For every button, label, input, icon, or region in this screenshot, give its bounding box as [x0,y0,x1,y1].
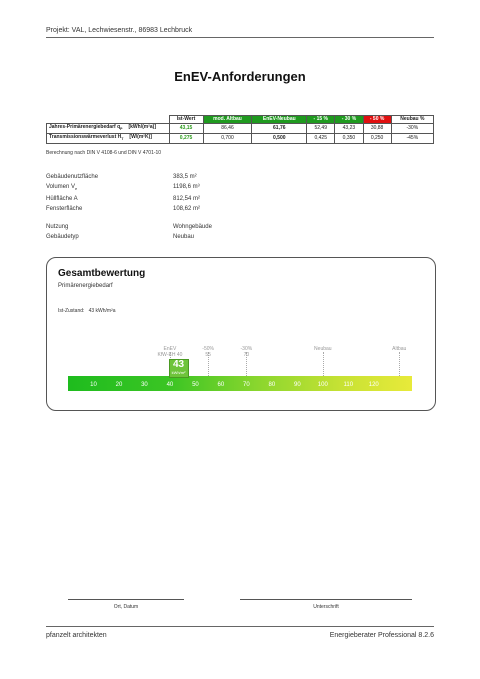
property-key-text: Gebäudetyp [46,234,79,241]
footer-divider [46,626,434,627]
table-header-empty [47,116,170,124]
table-header-row [47,116,434,124]
reference-line [323,352,324,376]
scale-tick-label: 10 [90,382,97,388]
property-key-text: Volumen V [46,184,76,190]
ist-value-cell: 0,275 [169,134,203,144]
page-title: EnEV-Anforderungen [174,69,306,84]
table-cell: 0,250 [363,134,391,144]
row-label-subscript: T [121,137,124,141]
table-cell: 86,46 [203,124,252,134]
row-label [47,134,170,144]
table-cell: 0,350 [335,134,363,144]
table-header-col-0: Ist-Wert [169,116,203,124]
current-value-marker [169,359,189,378]
scale-tick-label: 30 [141,382,148,388]
property-key-text: Nutzung [46,224,69,231]
requirements-table [46,115,434,144]
property-row [46,204,212,214]
table-header-col-2: EnEV-Neubau [252,116,307,124]
signature-label: Unterschrift [313,604,339,610]
property-key [46,204,173,214]
reference-label-bottom: 70 [243,352,250,358]
reference-label-top: EnEV [163,346,177,352]
scale-tick-label: 80 [268,382,276,388]
table-cell: 43,23 [335,124,363,134]
property-value: 812,54 m² [173,196,201,203]
footer-software: Energieberater Professional 8.2.6 [329,632,434,639]
building-properties [46,172,212,242]
header-divider [46,37,434,38]
table-header-col-1: mod. Altbau [203,116,252,124]
reference-label-bottom: 55 [205,352,211,358]
ist-value-cell: 43,15 [169,124,203,134]
property-value: 383,5 m² [173,174,197,180]
table-row [47,124,434,134]
table-header-col-6: Neubau % [391,116,433,124]
property-key [46,194,173,204]
place-date-label: Ort, Datum [113,604,139,610]
row-label-text: Transmissionswärmeverlust H [49,134,122,140]
marker-value: 43 [173,359,185,370]
marker-unit: kWh/m² [171,370,186,375]
table-cell: 0,500 [252,134,307,144]
reference-label-top: Neubau [314,346,332,352]
calculation-note: Berechnung nach DIN V 4108-6 und DIN V 4701-10 [46,150,162,156]
table-row [47,134,434,144]
table-cell: 0,700 [203,134,252,144]
scale-tick-label: 110 [343,382,354,388]
property-key-text: Fensterfläche [46,206,83,213]
footer-company: pfanzelt architekten [46,632,107,639]
property-key [46,222,173,232]
property-value: 1198,6 m³ [173,184,200,190]
overall-rating-subtitle: Primärenergiebedarf [58,283,113,289]
table-cell: 52,49 [307,124,335,134]
property-row [46,172,212,182]
table-cell: 0,425 [307,134,335,144]
scale-tick-label: 50 [192,382,199,388]
overall-rating-title: Gesamtbewertung [58,268,146,279]
row-label [47,124,170,134]
scale-tick-label: 90 [293,382,301,388]
reference-label-bottom: KfW-EH 40 [157,352,183,358]
current-state [58,308,116,314]
scale-tick-label: 100 [317,382,328,388]
property-key [46,182,173,194]
row-label-unit: [kWh/(m²a)] [128,124,156,130]
project-header: Projekt: VAL, Lechwiesenstr., 86983 Lechbruck [46,27,193,34]
property-row [46,222,212,232]
property-value: Neubau [173,234,195,241]
scale-tick-label: 120 [368,382,379,388]
reference-label-top: -50% [202,346,214,352]
property-key-text: Gebäudenutzfläche [46,174,99,180]
property-row [46,232,212,242]
reference-label-top: -30% [240,346,253,352]
table-header-col-5: - 50 % [363,116,391,124]
reference-label-top: Altbau [392,346,407,352]
scale-tick-label: 20 [115,382,123,388]
property-key [46,172,173,182]
property-row [46,182,212,194]
current-state-value: 43 kWh/m²a [88,308,116,314]
property-key [46,232,173,242]
reference-line [399,352,400,376]
scale-tick-label: 40 [166,382,174,388]
property-key-text: Hüllfläche A [46,196,78,203]
row-label-text: Jahres-Primärenergiebedarf q [49,124,121,130]
signature-line [240,599,412,600]
property-value: Wohngebäude [173,224,212,231]
table-cell: 61,76 [252,124,307,134]
place-date-line [68,599,184,600]
current-state-label: Ist-Zustand: [58,308,85,314]
table-cell: -45% [391,134,433,144]
property-row [46,194,212,204]
property-key-subscript: e [75,186,78,192]
table-cell: 30,88 [363,124,391,134]
scale-tick-label: 70 [243,382,250,388]
table-cell: -30% [391,124,433,134]
row-label-subscript: P [120,127,123,131]
property-value: 108,62 m² [173,206,201,213]
row-label-unit: [W/(m²K)] [129,134,152,140]
table-header-col-3: - 15 % [307,116,335,124]
scale-tick-label: 60 [217,382,225,388]
table-header-col-4: - 30 % [335,116,363,124]
